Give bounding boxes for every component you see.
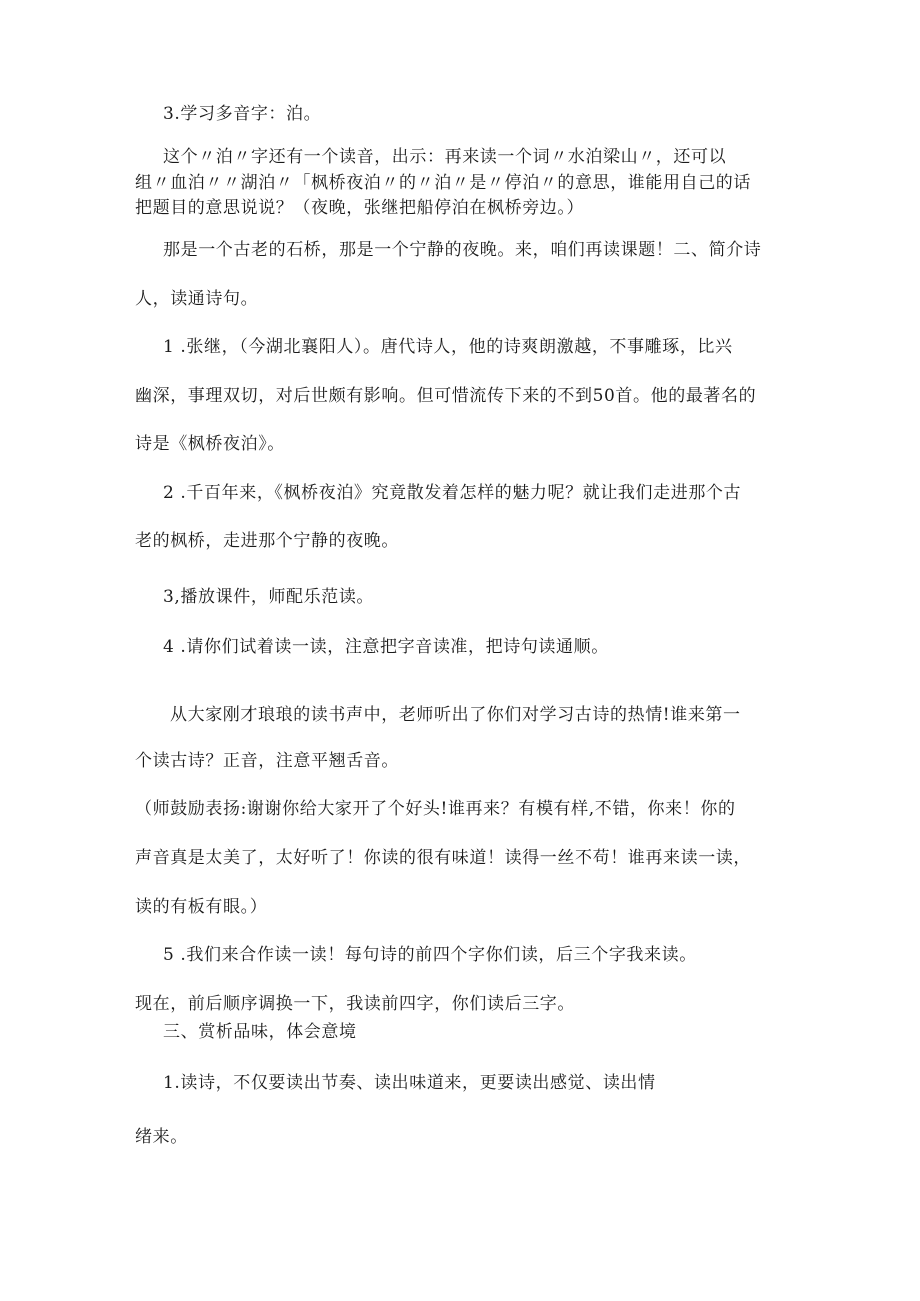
paragraph-line: 声音真是太美了，太好听了！你读的很有味道！读得一丝不苟！谁再来读一读， bbox=[135, 848, 751, 868]
paragraph-line: 个读古诗？正音，注意平翘舌音。 bbox=[135, 751, 399, 771]
paragraph-line: 诗是《枫桥夜泊》。 bbox=[135, 434, 285, 454]
paragraph-line: 从大家刚才琅琅的读书声中，老师听出了你们对学习古诗的热情!谁来第一 bbox=[170, 705, 741, 725]
paragraph-line: （师鼓励表扬:谢谢你给大家开了个好头!谁再来？有模有样,不错，你来！你的 bbox=[135, 799, 736, 819]
list-item-1-reading: 1.读诗，不仅要读出节奏、读出味道来，更要读出感觉、读出情 bbox=[163, 1073, 656, 1093]
paragraph-line: 绪来。 bbox=[135, 1127, 188, 1147]
paragraph-line: 读的有板有眼。） bbox=[135, 897, 268, 917]
list-item-3: 3,播放课件，师配乐范读。 bbox=[163, 587, 375, 607]
list-item-4: 4 .请你们试着读一读，注意把字音读准，把诗句读通顺。 bbox=[163, 637, 609, 657]
paragraph-line: 老的枫桥，走进那个宁静的夜晚。 bbox=[135, 531, 399, 551]
paragraph-line: 把题目的意思说说？（夜晚，张继把船停泊在枫桥旁边。） bbox=[135, 198, 585, 218]
list-item-2: 2 .千百年来，《枫桥夜泊》究竟散发着怎样的魅力呢？就让我们走进那个古 bbox=[163, 483, 742, 503]
paragraph-line: 组〃血泊〃〃湖泊〃「枫桥夜泊〃的〃泊〃是〃停泊〃的意思，谁能用自己的话 bbox=[135, 173, 751, 193]
section-heading-3: 三、赏析品味，体会意境 bbox=[163, 1022, 357, 1042]
paragraph-line: 那是一个古老的石桥，那是一个宁静的夜晚。来，咱们再读课题！二、简介诗 bbox=[163, 240, 762, 260]
paragraph-line: 这个〃泊〃字还有一个读音，出示：再来读一个词〃水泊梁山〃，还可以 bbox=[163, 147, 727, 167]
paragraph-line: 现在，前后顺序调换一下，我读前四字，你们读后三字。 bbox=[135, 994, 575, 1014]
paragraph-line: 幽深，事理双切，对后世颇有影响。但可惜流传下来的不到50首。他的最著名的 bbox=[135, 386, 757, 406]
list-item-1: 1 .张继，（今湖北襄阳人）。唐代诗人，他的诗爽朗激越，不事雕琢，比兴 bbox=[163, 337, 733, 357]
heading-polyphonic: 3.学习多音字：泊。 bbox=[163, 104, 322, 124]
paragraph-line: 人，读通诗句。 bbox=[135, 289, 259, 309]
list-item-5: 5 .我们来合作读一读！每句诗的前四个字你们读，后三个字我来读。 bbox=[163, 945, 697, 965]
